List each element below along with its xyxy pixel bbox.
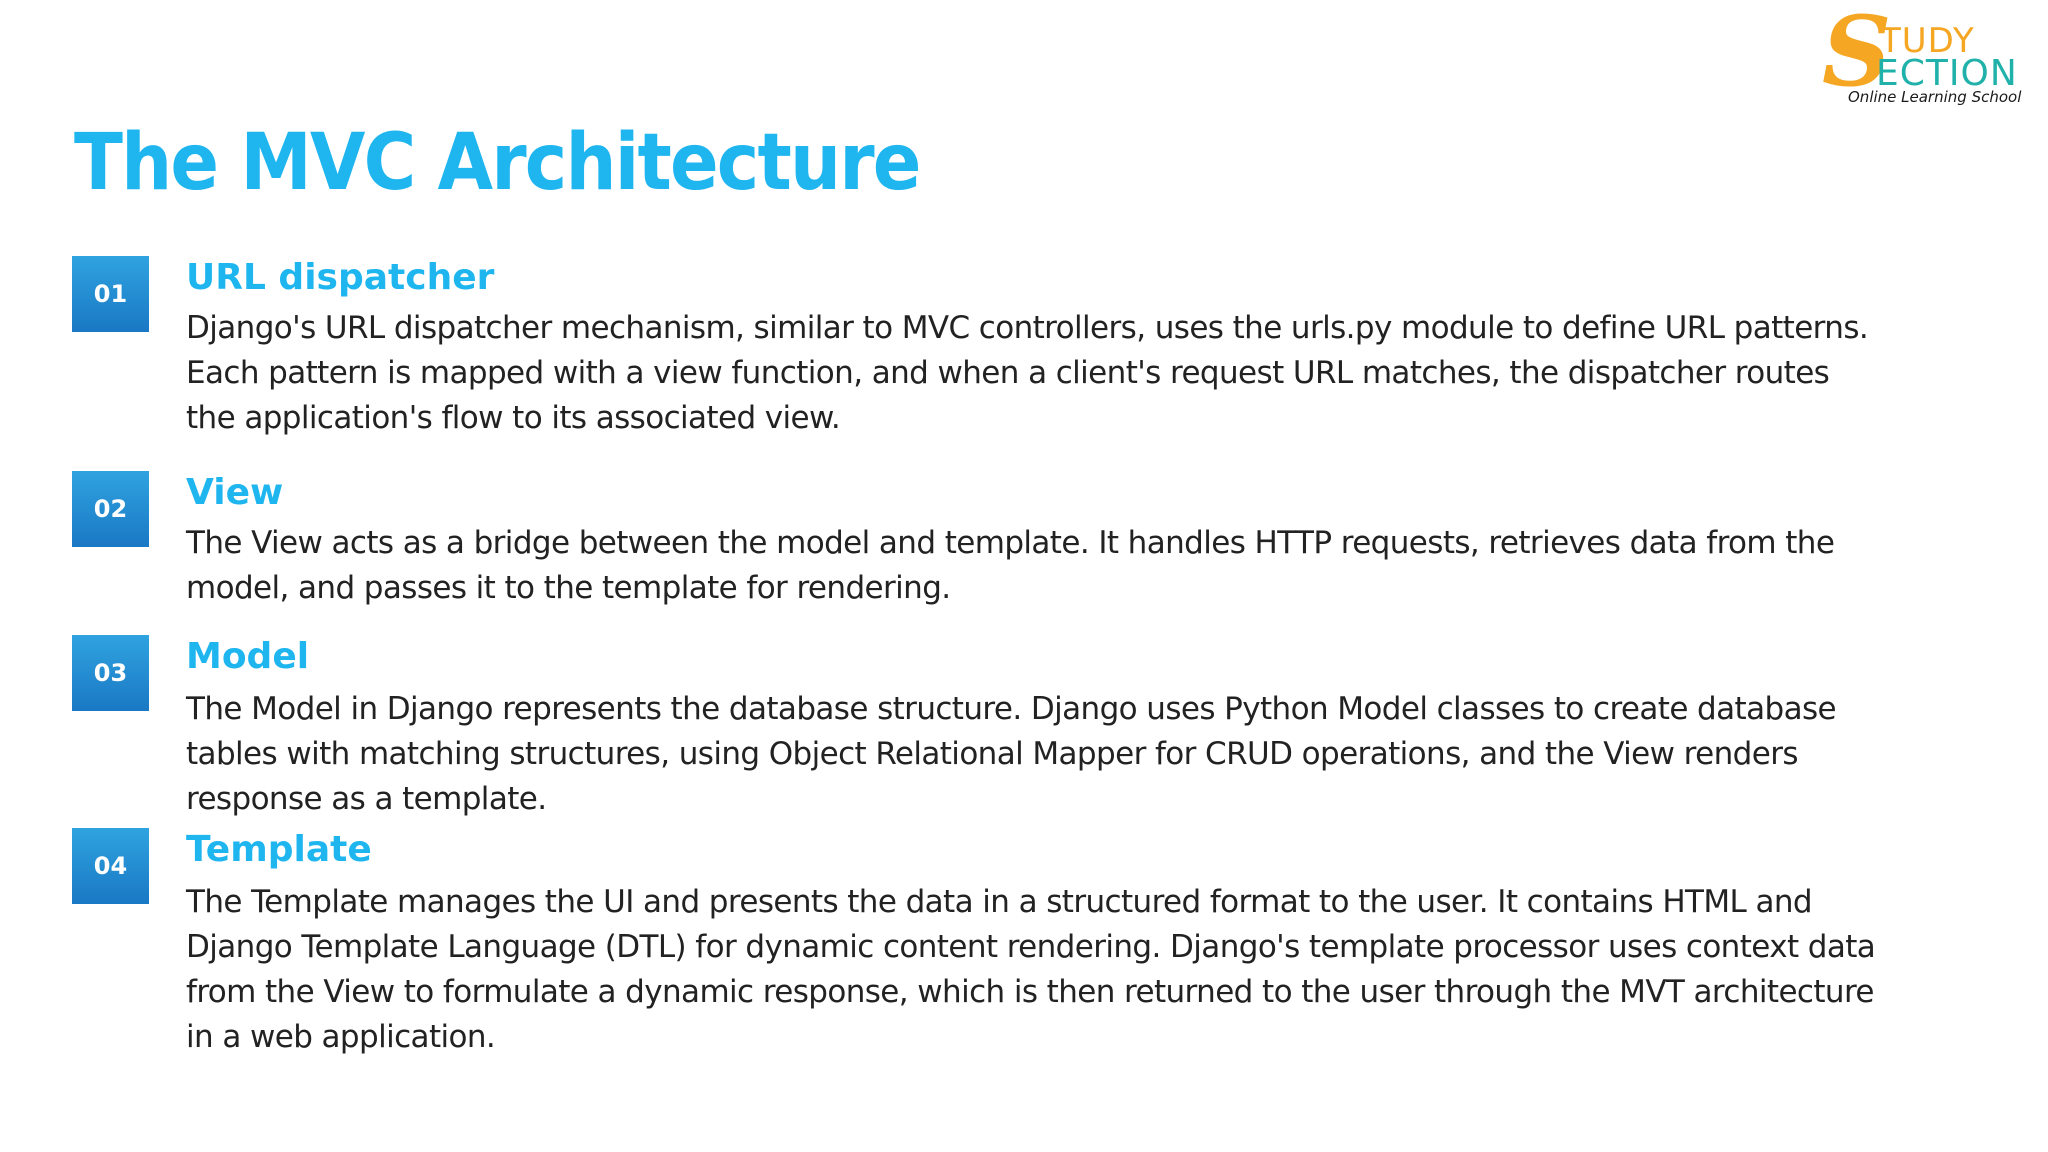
logo-line-2: ECTION — [1876, 53, 2018, 94]
section-title: View — [186, 472, 284, 513]
section-body: The Model in Django represents the database structure. Django uses Python Model classes to create database tables with matching structures, using Object Relational Mapper for CRUD operations, and the View renders response as a template. — [186, 691, 1836, 817]
section-body: Django's URL dispatcher mechanism, similar to MVC controllers, uses the urls.py module to define URL patterns. Each pattern is mapped with a view function, and when a client's request URL matches, the dispatcher routes the application's flow to its associated view. — [186, 310, 1869, 436]
section-title: Model — [186, 636, 310, 677]
page-title: The MVC Architecture — [74, 118, 920, 208]
studysection-logo — [1818, 0, 2038, 110]
section-body: The View acts as a bridge between the model and template. It handles HTTP requests, retrieves data from the model, and passes it to the template for rendering. — [186, 525, 1835, 606]
number-badge: 03 — [72, 635, 149, 711]
number-badge: 04 — [72, 828, 149, 904]
section-title: Template — [186, 829, 372, 870]
logo-tagline: Online Learning School — [1848, 88, 2022, 106]
section-title: URL dispatcher — [186, 257, 495, 298]
logo-line-1: TUDY — [1880, 21, 1975, 61]
number-badge: 01 — [72, 256, 149, 332]
logo-letter: S — [1822, 0, 1892, 108]
number-badge: 02 — [72, 471, 149, 547]
section-body: The Template manages the UI and presents the data in a structured format to the user. It contains HTML and Django Template Language (DTL) for dynamic content rendering. Django's template processor uses context data from the View to formulate a dynamic response, which is then returned to the user through the MVT architecture in a web application. — [186, 884, 1876, 1055]
